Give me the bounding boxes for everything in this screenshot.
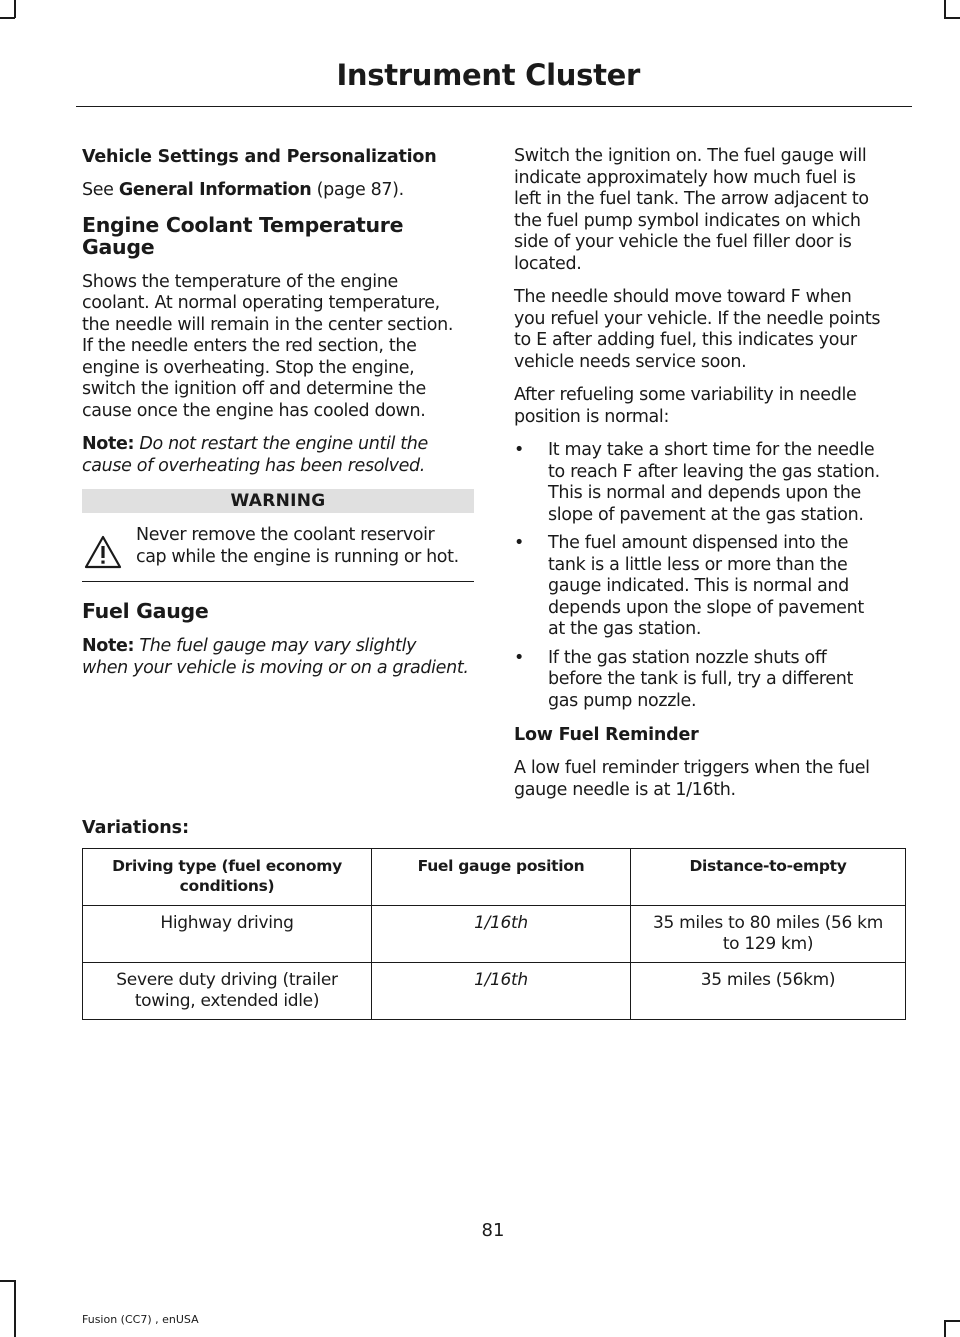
vehicle-settings-heading: Vehicle Settings and Personalization <box>82 147 437 167</box>
coolant-gauge-heading: Engine Coolant Temperature Gauge <box>82 212 404 259</box>
warning-box <box>82 523 474 582</box>
bullet-icon: • <box>514 440 524 460</box>
table-row <box>83 906 906 963</box>
header-rule <box>76 106 912 107</box>
crop-mark <box>944 1320 946 1337</box>
variability-paragraph: After refueling some variability in needle position is normal: <box>514 385 857 427</box>
bullet-icon: • <box>514 533 524 553</box>
list-item: • If the gas station nozzle shuts off before the tank is full, try a different gas pump nozzle. <box>514 647 854 711</box>
table-cell: Highway driving <box>83 906 372 963</box>
low-fuel-heading: Low Fuel Reminder <box>514 725 699 745</box>
table-header-row <box>83 849 906 906</box>
list-item: • It may take a short time for the needle to reach F after leaving the gas station. This is normal and depends upon the slope of pavement at the gas station. <box>514 440 880 525</box>
warning-triangle-icon <box>84 535 122 569</box>
note-label: Note: <box>82 636 135 656</box>
variability-list <box>514 440 906 712</box>
crop-mark <box>14 0 16 18</box>
fuel-gauge-heading: Fuel Gauge <box>82 599 209 623</box>
crop-mark <box>944 0 946 18</box>
general-information-link[interactable]: General Information <box>118 180 312 200</box>
crop-mark <box>944 17 960 19</box>
bullet-icon: • <box>514 647 524 668</box>
right-column <box>514 146 906 813</box>
variations-label: Variations: <box>82 818 190 838</box>
table-cell: 35 miles (56km) <box>631 963 906 1020</box>
variations-table <box>82 848 906 1020</box>
table-cell: 35 miles to 80 miles (56 km to 129 km) <box>631 906 906 963</box>
footer-text: Fusion (CC7) , enUSA <box>82 1313 199 1326</box>
low-fuel-paragraph: A low fuel reminder triggers when the fuel gauge needle is at 1/16th. <box>514 758 870 800</box>
crop-mark <box>944 1320 960 1322</box>
note-label: Note: <box>82 434 135 454</box>
table-cell: Severe duty driving (trailer towing, extended idle) <box>83 963 372 1020</box>
coolant-note: Note: Do not restart the engine until the cause of overheating has been resolved. <box>82 434 428 476</box>
crop-mark <box>0 17 15 19</box>
column-header-driving-type: Driving type (fuel economy conditions) <box>83 849 372 906</box>
crop-mark <box>0 1280 15 1282</box>
coolant-description: Shows the temperature of the engine coolant. At normal operating temperature, the needle will remain in the center section. If the needle enters the red section, the engine is overheating. Stop the engine, switch the ignition off and determine the cause once the engine has cooled down. <box>82 271 454 421</box>
list-item: • The fuel amount dispensed into the tank is a little less or more than the gauge indicated. This is normal and depends upon the slope of pavement at the gas station. <box>514 533 864 639</box>
warning-banner: WARNING <box>82 489 474 513</box>
see-reference: See General Information (page 87). <box>82 180 404 200</box>
left-column <box>82 146 474 691</box>
fuel-gauge-note: Note: The fuel gauge may vary slightly when your vehicle is moving or on a gradient. <box>82 636 469 678</box>
needle-refuel-paragraph: The needle should move toward F when you refuel your vehicle. If the needle points to E after adding fuel, this indicates your vehicle needs service soon. <box>514 287 881 372</box>
table-cell: 1/16th <box>372 963 631 1020</box>
table-cell: 1/16th <box>372 906 631 963</box>
column-header-distance-to-empty: Distance-to-empty <box>631 849 906 906</box>
crop-mark <box>14 1280 16 1337</box>
warning-text: Never remove the coolant reservoir cap while the engine is running or hot. <box>136 525 459 567</box>
fuel-gauge-description: Switch the ignition on. The fuel gauge will indicate approximately how much fuel is left in the fuel tank. The arrow adjacent to the fuel pump symbol indicates on which side of your vehicle the fuel filler door is located. <box>514 146 869 274</box>
page-number: 81 <box>481 1220 505 1241</box>
column-header-fuel-gauge-position: Fuel gauge position <box>372 849 631 906</box>
table-row <box>83 963 906 1020</box>
page-title: Instrument Cluster <box>336 58 640 92</box>
